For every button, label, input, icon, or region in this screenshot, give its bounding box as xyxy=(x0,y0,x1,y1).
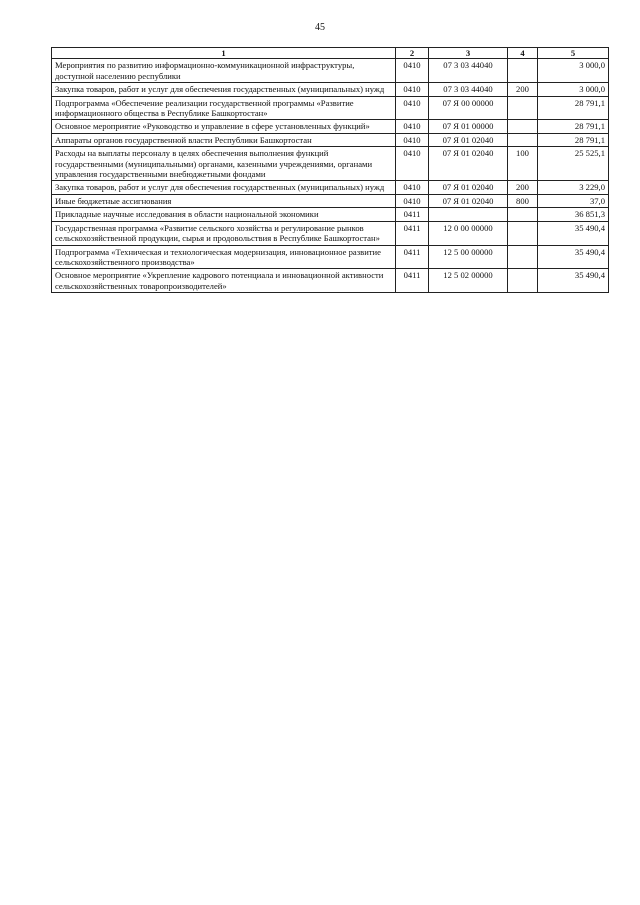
cell-amount: 3 000,0 xyxy=(538,59,609,83)
cell-expense-type: 800 xyxy=(508,194,538,207)
cell-target-article: 07 3 03 44040 xyxy=(429,83,508,96)
cell-name: Аппараты органов государственной власти Республики Башкортостан xyxy=(52,133,396,146)
cell-target-article: 07 Я 01 02040 xyxy=(429,194,508,207)
cell-target-article: 12 0 00 00000 xyxy=(429,221,508,245)
page-number: 45 xyxy=(315,22,325,33)
cell-expense-type: 200 xyxy=(508,181,538,194)
cell-amount: 28 791,1 xyxy=(538,96,609,120)
table-row xyxy=(52,120,609,133)
cell-section: 0411 xyxy=(396,245,429,269)
cell-expense-type xyxy=(508,208,538,221)
cell-section: 0410 xyxy=(396,59,429,83)
cell-amount: 25 525,1 xyxy=(538,147,609,181)
cell-amount: 35 490,4 xyxy=(538,221,609,245)
cell-amount: 37,0 xyxy=(538,194,609,207)
cell-expense-type xyxy=(508,96,538,120)
cell-name: Основное мероприятие «Руководство и управление в сфере установленных функций» xyxy=(52,120,396,133)
cell-section: 0410 xyxy=(396,120,429,133)
header-col-3: 3 xyxy=(429,48,508,59)
table-row xyxy=(52,83,609,96)
cell-name: Закупка товаров, работ и услуг для обеспечения государственных (муниципальных) нужд xyxy=(52,181,396,194)
budget-table xyxy=(51,47,609,293)
cell-expense-type: 200 xyxy=(508,83,538,96)
cell-amount: 35 490,4 xyxy=(538,245,609,269)
table-row xyxy=(52,133,609,146)
cell-name: Государственная программа «Развитие сельского хозяйства и регулирование рынков сельскохозяйственной продукции, сырья и продовольствия в Республике Башкортостан» xyxy=(52,221,396,245)
cell-expense-type xyxy=(508,120,538,133)
cell-name: Мероприятия по развитию информационно-коммуникационной инфраструктуры, доступной населению республики xyxy=(52,59,396,83)
cell-expense-type xyxy=(508,221,538,245)
table-row xyxy=(52,208,609,221)
cell-expense-type xyxy=(508,133,538,146)
cell-name: Прикладные научные исследования в области национальной экономики xyxy=(52,208,396,221)
cell-target-article: 07 Я 00 00000 xyxy=(429,96,508,120)
cell-section: 0410 xyxy=(396,147,429,181)
cell-expense-type xyxy=(508,245,538,269)
cell-target-article: 07 Я 01 02040 xyxy=(429,133,508,146)
table-row xyxy=(52,194,609,207)
cell-section: 0410 xyxy=(396,96,429,120)
cell-target-article: 07 Я 01 00000 xyxy=(429,120,508,133)
cell-target-article: 07 3 03 44040 xyxy=(429,59,508,83)
cell-target-article: 07 Я 01 02040 xyxy=(429,147,508,181)
cell-section: 0410 xyxy=(396,83,429,96)
cell-name: Закупка товаров, работ и услуг для обеспечения государственных (муниципальных) нужд xyxy=(52,83,396,96)
cell-amount: 28 791,1 xyxy=(538,120,609,133)
cell-amount: 36 851,3 xyxy=(538,208,609,221)
cell-amount: 35 490,4 xyxy=(538,269,609,293)
header-col-4: 4 xyxy=(508,48,538,59)
cell-section: 0410 xyxy=(396,194,429,207)
table-row xyxy=(52,181,609,194)
header-col-2: 2 xyxy=(396,48,429,59)
cell-amount: 3 000,0 xyxy=(538,83,609,96)
cell-target-article xyxy=(429,208,508,221)
table-row xyxy=(52,59,609,83)
table-row xyxy=(52,245,609,269)
cell-name: Расходы на выплаты персоналу в целях обеспечения выполнения функций государственными (муниципальными) органами, казенными учреждениями, органами управления государственными внебюджетными фондами xyxy=(52,147,396,181)
cell-target-article: 12 5 00 00000 xyxy=(429,245,508,269)
cell-expense-type: 100 xyxy=(508,147,538,181)
cell-amount: 3 229,0 xyxy=(538,181,609,194)
table-row xyxy=(52,221,609,245)
table-header-row xyxy=(52,48,609,59)
cell-name: Подпрограмма «Техническая и технологическая модернизация, инновационное развитие сельскохозяйственного производства» xyxy=(52,245,396,269)
cell-name: Иные бюджетные ассигнования xyxy=(52,194,396,207)
cell-section: 0411 xyxy=(396,269,429,293)
cell-target-article: 07 Я 01 02040 xyxy=(429,181,508,194)
cell-section: 0411 xyxy=(396,221,429,245)
table-row xyxy=(52,147,609,181)
cell-name: Основное мероприятие «Укрепление кадрового потенциала и инновационной активности сельскохозяйственных товаропроизводителей» xyxy=(52,269,396,293)
cell-amount: 28 791,1 xyxy=(538,133,609,146)
table-row xyxy=(52,96,609,120)
cell-target-article: 12 5 02 00000 xyxy=(429,269,508,293)
header-col-5: 5 xyxy=(538,48,609,59)
cell-expense-type xyxy=(508,59,538,83)
cell-name: Подпрограмма «Обеспечение реализации государственной программы «Развитие информационного общества в Республике Башкортостан» xyxy=(52,96,396,120)
cell-section: 0410 xyxy=(396,133,429,146)
table-row xyxy=(52,269,609,293)
header-col-1: 1 xyxy=(52,48,396,59)
cell-section: 0410 xyxy=(396,181,429,194)
cell-expense-type xyxy=(508,269,538,293)
cell-section: 0411 xyxy=(396,208,429,221)
